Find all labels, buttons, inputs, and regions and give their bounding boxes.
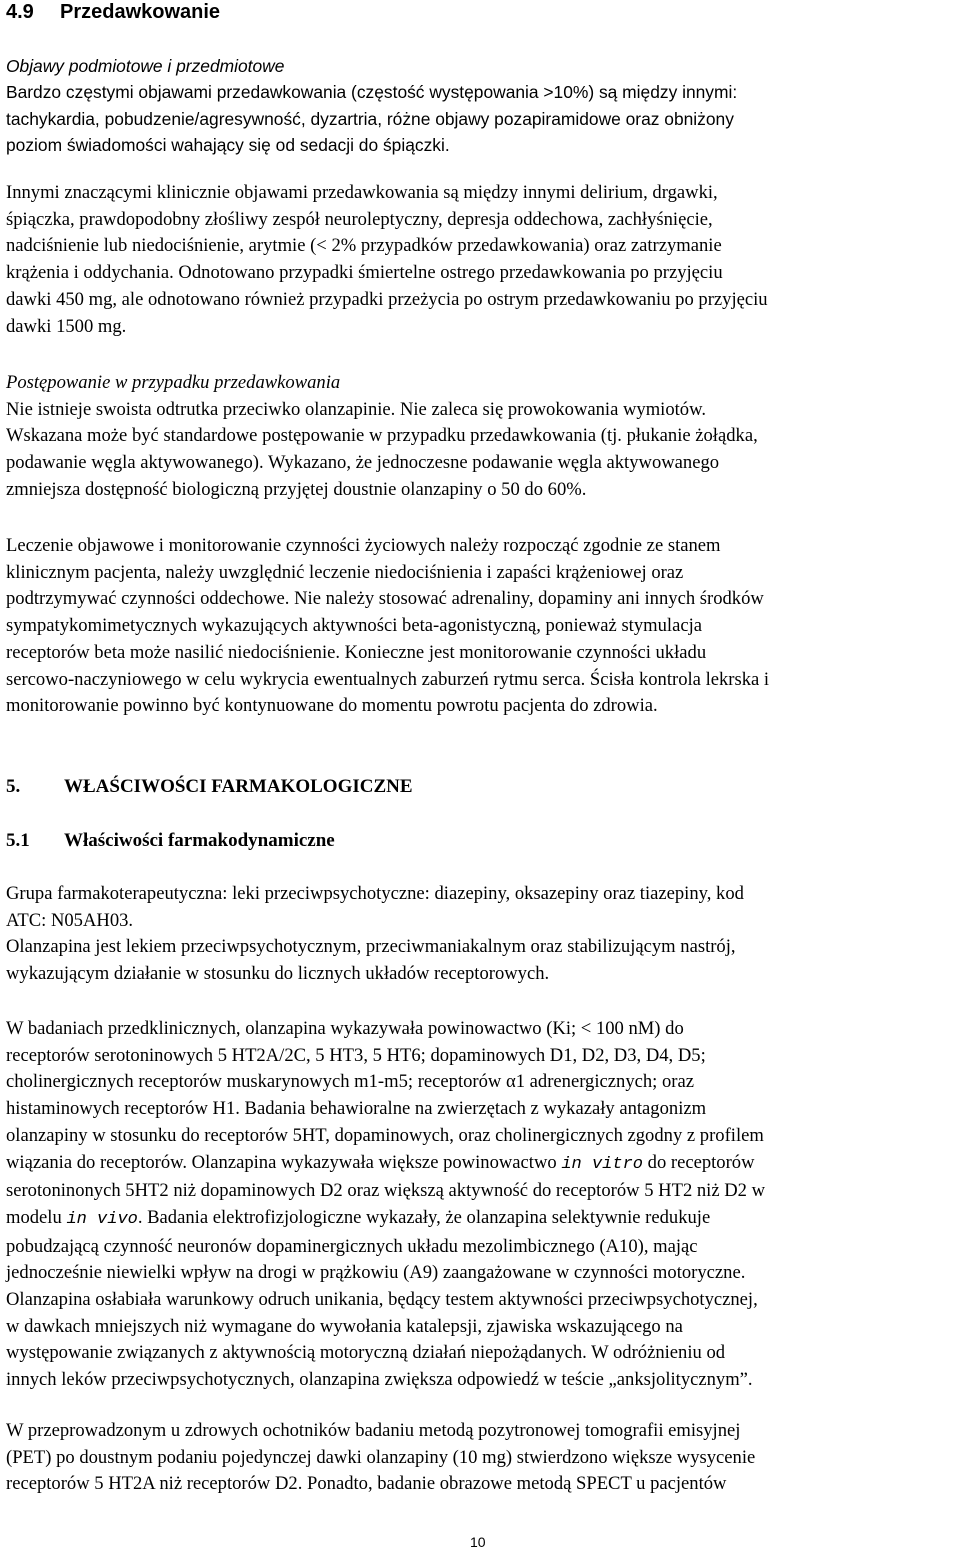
paragraph-line: Wskazana może być standardowe postępowanie w przypadku przedawkowania (tj. płukanie żołądka, (6, 425, 758, 447)
paragraph-line: histaminowych receptorów H1. Badania behawioralne na zwierzętach z wykazały antagonizm (6, 1098, 707, 1120)
section-4-9-heading (6, 0, 220, 24)
paragraph-line: wykazującym działanie w stosunku do licznych układów receptorowych. (6, 963, 550, 985)
subheading-symptoms: Objawy podmiotowe i przedmiotowe (6, 56, 285, 76)
paragraph-line: receptorów 5 HT2A niż receptorów D2. Ponadto, badanie obrazowe metodą SPECT u pacjentów (6, 1473, 727, 1495)
paragraph-line: Nie istnieje swoista odtrutka przeciwko olanzapinie. Nie zaleca się prowokowania wymiotów. (6, 398, 706, 420)
paragraph-line: monitorowanie powinno być kontynuowane do momentu powrotu pacjenta do zdrowia. (6, 695, 658, 717)
paragraph-line: receptorów serotoninowych 5 HT2A/2C, 5 HT3, 5 HT6; dopaminowych D1, D2, D3, D4, D5; (6, 1044, 706, 1066)
term-in-vitro: in vitro (561, 1154, 643, 1174)
subheading-management: Postępowanie w przypadku przedawkowania (6, 372, 341, 393)
paragraph-line: ATC: N05AH03. (6, 909, 134, 931)
paragraph-line: sympatykomimetycznych wykazujących aktywności beta-agonistyczną, ponieważ stymulacja (6, 615, 702, 637)
paragraph-line: Innymi znaczącymi klinicznie objawami przedawkowania są między innymi delirium, drgawki, (6, 182, 718, 203)
paragraph-line: w dawkach mniejszych niż wymagane do wywołania katalepsji, zjawiska wskazującego na (6, 1315, 683, 1337)
treatment-paragraph (6, 533, 958, 720)
section-title: Właściwości farmakodynamiczne (64, 830, 335, 851)
paragraph-line: W badaniach przedklinicznych, olanzapina wykazywała powinowactwo (Ki; < 100 nM) do (6, 1018, 684, 1039)
paragraph-line: dawki 1500 mg. (6, 315, 127, 337)
paragraph-line: innych leków przeciwpsychotycznych, olanzapina zwiększa odpowiedź w teście „anksjolitycznym”. (6, 1369, 753, 1391)
paragraph-line: Bardzo częstymi objawami przedawkowania (częstość występowania >10%) są między innymi: (6, 82, 738, 103)
paragraph-line: (PET) po doustnym podaniu pojedynczej dawki olanzapiny (10 mg) stwierdzono większe wysycenie (6, 1446, 756, 1468)
paragraph-line-in-vivo: modelu in vivo. Badania elektrofizjologiczne wykazały, że olanzapina selektywnie redukuje (6, 1206, 711, 1229)
symptoms-block (6, 53, 958, 159)
paragraph-line: dawki 450 mg, ale odnotowano również przypadki przeżycia po ostrym przedawkowaniu po przyjęciu (6, 288, 768, 310)
paragraph-line: poziom świadomości wahający się od sedacji do śpiączki. (6, 135, 450, 156)
paragraph-line: Olanzapina osłabiała warunkowy odruch unikania, będący testem aktywności przeciwpsychotycznej, (6, 1289, 758, 1311)
paragraph-line: klinicznym pacjenta, należy uwzględnić leczenie niedociśnienia i zapaści krążeniowej oraz (6, 561, 684, 583)
paragraph-line: olanzapiny w stosunku do receptorów 5HT, dopaminowych, oraz cholinergicznych zgodny z profilem (6, 1124, 764, 1146)
paragraph-line: receptorów beta może nasilić niedociśnienie. Konieczne jest monitorowanie czynności układu (6, 641, 707, 663)
paragraph-line-in-vitro: wiązania do receptorów. Olanzapina wykazywała większe powinowactwo in vitro do receptorów (6, 1151, 755, 1174)
paragraph-line: tachykardia, pobudzenie/agresywność, dyzartria, różne objawy pozapiramidowe oraz obniżony (6, 108, 734, 129)
paragraph-line: jednocześnie niewielki wpływ na drogi w prążkowiu (A9) zaangażowane w czynności motoryczne. (6, 1262, 746, 1284)
section-number: 4.9 (6, 1, 34, 23)
paragraph-line: serotoninonych 5HT2 niż dopaminowych D2 oraz większą aktywność do receptorów 5 HT2 niż D2 w (6, 1180, 766, 1202)
preclinical-paragraph (6, 1016, 958, 1394)
chapter-title: WŁAŚCIWOŚCI FARMAKOLOGICZNE (64, 776, 413, 797)
paragraph-line: podawanie węgla aktywowanego). Wykazano, że jednoczesne podawanie węgla aktywowanego (6, 452, 720, 474)
paragraph-line: podtrzymywać czynności oddechowe. Nie należy stosować adrenaliny, dopaminy ani innych środków (6, 588, 764, 610)
overdose-paragraph-2 (6, 180, 958, 340)
section-title: Przedawkowanie (60, 1, 221, 23)
paragraph-line: krążenia i oddychania. Odnotowano przypadki śmiertelne ostrego przedawkowania po przyjęciu (6, 262, 723, 284)
pharmacotherapeutic-group-paragraph (6, 881, 958, 988)
paragraph-line: pobudzającą czynność neuronów dopaminergicznych układu mezolimbicznego (A10), mając (6, 1235, 698, 1257)
paragraph-line: Leczenie objawowe i monitorowanie czynności życiowych należy rozpocząć zgodnie ze stanem (6, 535, 721, 556)
chapter-5-heading (6, 775, 413, 799)
paragraph-line: W przeprowadzonym u zdrowych ochotników badaniu metodą pozytronowej tomografii emisyjnej (6, 1420, 741, 1441)
paragraph-line: śpiączka, prawdopodobny złośliwy zespół neuroleptyczny, depresja oddechowa, zachłyśnięcie, (6, 208, 713, 230)
page-number: 10 (470, 1534, 486, 1550)
term-in-vivo: in vivo (66, 1209, 138, 1229)
paragraph-line: Grupa farmakoterapeutyczna: leki przeciwpsychotyczne: diazepiny, oksazepiny oraz tiazepiny, kod (6, 883, 744, 904)
management-block (6, 370, 958, 504)
paragraph-line: sercowo-naczyniowego w celu wykrycia ewentualnych zaburzeń rytmu serca. Ścisła kontrola lekrska i (6, 668, 770, 690)
paragraph-line: nadciśnienie lub niedociśnienie, arytmie (< 2% przypadków przedawkowania) oraz zatrzymanie (6, 235, 722, 257)
chapter-number: 5. (6, 776, 21, 797)
section-number: 5.1 (6, 830, 30, 851)
paragraph-line: cholinergicznych receptorów muskarynowych m1-m5; receptorów α1 adrenergicznych; oraz (6, 1071, 694, 1093)
section-5-1-heading (6, 829, 335, 853)
pet-study-paragraph (6, 1418, 958, 1498)
paragraph-line: Olanzapina jest lekiem przeciwpsychotycznym, przeciwmaniakalnym oraz stabilizującym nastrój, (6, 936, 736, 958)
paragraph-line: występowanie związanych z aktywnością motoryczną działań niepożądanych. W odróżnieniu od (6, 1342, 726, 1364)
paragraph-line: zmniejsza dostępność biologiczną przyjętej doustnie olanzapiny o 50 do 60%. (6, 478, 587, 500)
